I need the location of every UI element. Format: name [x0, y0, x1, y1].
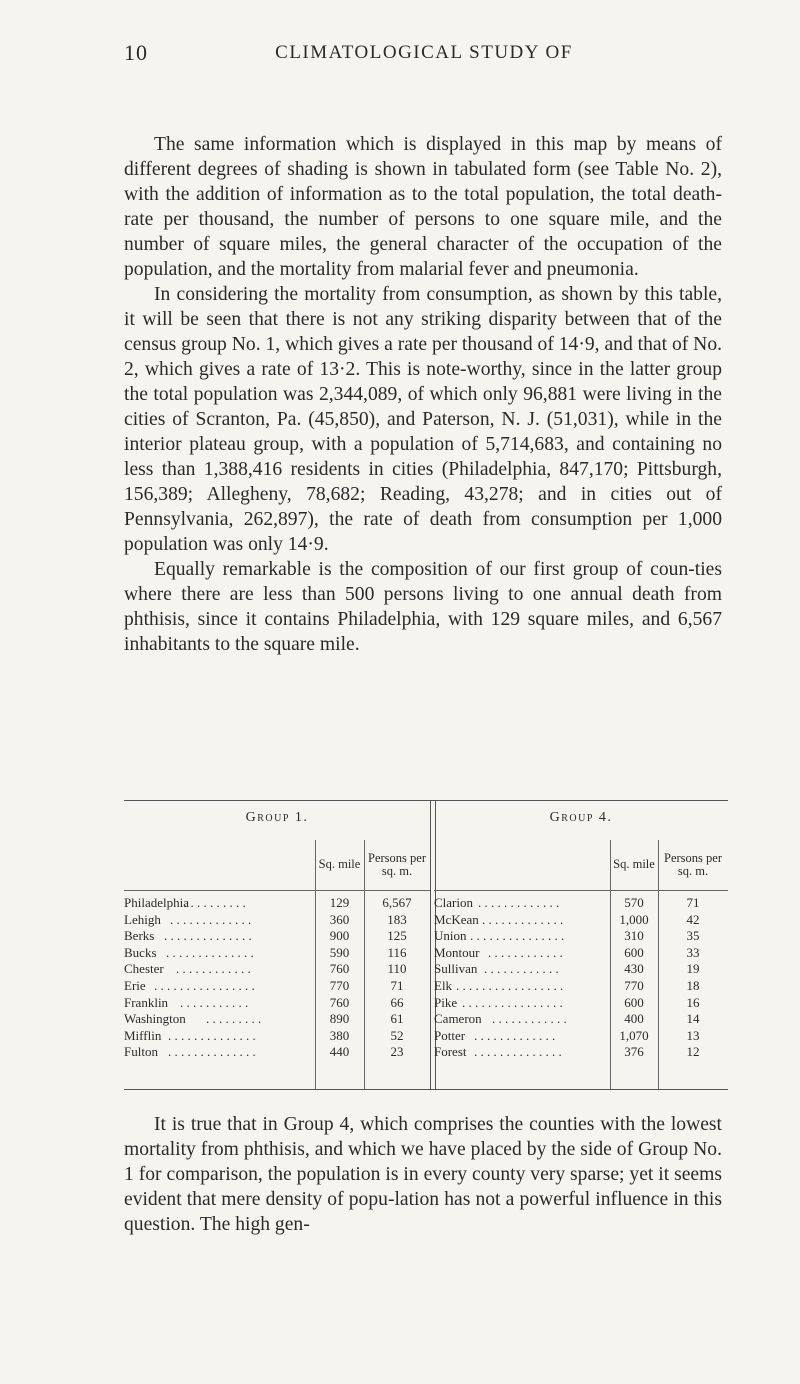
persons-value: 16 [686, 994, 700, 1010]
persons-value: 35 [686, 928, 700, 944]
county-name: Erie [124, 977, 146, 993]
column-header-sq-mile: Sq. mile [318, 857, 361, 871]
sq-mile-value: 1,070 [619, 1027, 649, 1043]
table-row [124, 1011, 430, 1028]
persons-value: 18 [686, 977, 700, 993]
sq-mile-value: 590 [329, 944, 350, 960]
table-row [434, 995, 728, 1012]
county-name: Pike [434, 994, 458, 1010]
persons-value: 125 [387, 928, 407, 944]
paragraph: It is true that in Group 4, which comprises the counties with the lowest mortality from phthisis, and which we have placed by the side of Group No. 1 for comparison, the population is in every county very sparse; yet it seems evident that mere density of popu-lation has not a powerful influence in this question. The high gen- [124, 1114, 722, 1235]
table-row [434, 928, 728, 945]
leader-dots: . . . . . . . . . . . . . . . . [462, 994, 563, 1010]
sq-mile-value: 400 [624, 1011, 644, 1027]
leader-dots: . . . . . . . . . . . . . . [474, 1044, 562, 1060]
paragraph: The same information which is displayed in this map by means of different degrees of shading is shown in tabulated form (see Table No. 2), with the addition of information as to the total population, the total death-rate per thousand, the number of persons to one square mile, and the number of square miles, the general character of the occupation of the population, and the mortality from malarial fever and pneumonia. [124, 134, 722, 280]
persons-value: 12 [686, 1044, 700, 1060]
column-header-persons: Persons per sq. m. [368, 851, 426, 878]
table-row [124, 1028, 430, 1045]
table-row [124, 978, 430, 995]
leader-dots: . . . . . . . . . . . . . . [166, 944, 254, 960]
sq-mile-value: 310 [624, 928, 644, 944]
county-name: Lehigh [124, 911, 161, 927]
persons-value: 66 [390, 994, 404, 1010]
sq-mile-value: 380 [329, 1027, 350, 1043]
sq-mile-value: 890 [329, 1011, 350, 1027]
persons-value: 42 [686, 911, 700, 927]
sq-mile-value: 1,000 [619, 911, 649, 927]
body-text-top [124, 132, 722, 657]
table-row [434, 945, 728, 962]
table-row [434, 1044, 728, 1061]
county-name: Union [434, 928, 467, 944]
county-name: Cameron [434, 1011, 482, 1027]
sq-mile-value: 430 [624, 961, 644, 977]
sq-mile-value: 570 [624, 895, 644, 910]
leader-dots: . . . . . . . . . . . . . . [168, 1044, 256, 1060]
leader-dots: . . . . . . . . . . [184, 895, 246, 910]
sq-mile-value: 760 [329, 961, 350, 977]
sq-mile-value: 600 [624, 994, 644, 1010]
county-name: Chester [124, 961, 164, 977]
county-name: Potter [434, 1027, 466, 1043]
leader-dots: . . . . . . . . . . . . [492, 1011, 567, 1027]
group-1-table [124, 800, 430, 1090]
county-name: Sullivan [434, 961, 478, 977]
table-row [434, 1028, 728, 1045]
county-name: Philadelphia [124, 895, 189, 910]
sq-mile-value: 900 [329, 928, 350, 944]
column-header-sq-mile: Sq. mile [613, 857, 655, 871]
table-row [434, 978, 728, 995]
persons-value: 52 [390, 1027, 404, 1043]
persons-value: 110 [387, 961, 407, 977]
table-row [434, 895, 728, 912]
density-table [124, 800, 728, 1090]
table-bottom-rule [124, 1089, 728, 1090]
table-row [124, 895, 430, 912]
persons-value: 19 [686, 961, 700, 977]
county-name: Berks [124, 928, 155, 944]
table-row [124, 961, 430, 978]
leader-dots: . . . . . . . . . . . . [488, 944, 563, 960]
group-title: Group 1. [245, 810, 309, 825]
leader-dots: . . . . . . . . . . . . . . . . . [456, 977, 564, 993]
leader-dots: . . . . . . . . . . . . . [478, 895, 560, 910]
leader-dots: . . . . . . . . . . . . . . [164, 928, 252, 944]
leader-dots: . . . . . . . . . . . [180, 994, 249, 1010]
county-name: Mifflin [124, 1027, 162, 1043]
table-row [434, 961, 728, 978]
body-text-bottom [124, 1112, 722, 1237]
county-name: Clarion [434, 895, 473, 910]
leader-dots: . . . . . . . . . [206, 1011, 262, 1027]
leader-dots: . . . . . . . . . . . . . . . . [154, 977, 255, 993]
persons-value: 61 [390, 1011, 404, 1027]
county-name: Bucks [124, 944, 157, 960]
leader-dots: . . . . . . . . . . . . . [482, 911, 564, 927]
leader-dots: . . . . . . . . . . . . . [474, 1027, 556, 1043]
sq-mile-value: 360 [329, 911, 350, 927]
county-name: Montour [434, 944, 480, 960]
header-rule [434, 890, 728, 891]
persons-value: 71 [390, 977, 404, 993]
persons-value: 183 [387, 911, 407, 927]
page-header [124, 40, 724, 70]
sq-mile-value: 376 [624, 1044, 644, 1060]
persons-value: 6,567 [382, 895, 412, 910]
group-4-table [434, 800, 728, 1090]
county-name: Elk [434, 977, 453, 993]
group-1-rows [124, 895, 430, 1061]
persons-value: 116 [387, 944, 407, 960]
table-row [124, 912, 430, 929]
county-name: Franklin [124, 994, 169, 1010]
page-number: 10 [124, 40, 148, 65]
group-title: Group 4. [549, 810, 613, 825]
persons-value: 14 [686, 1011, 700, 1027]
county-name: McKean [434, 911, 479, 927]
county-name: Washington [124, 1011, 186, 1027]
paragraph: Equally remarkable is the composition of our first group of coun-ties where there are less than 500 persons living to one annual death from phthisis, since it contains Philadelphia, with 129 square miles, and 6,567 inhabitants to the square mile. [124, 559, 722, 655]
table-row [124, 1044, 430, 1061]
persons-value: 23 [390, 1044, 404, 1060]
county-name: Fulton [124, 1044, 158, 1060]
running-title: CLIMATOLOGICAL STUDY OF [275, 42, 573, 63]
column-header-persons: Persons per sq. m. [664, 851, 722, 878]
leader-dots: . . . . . . . . . . . . . [170, 911, 252, 927]
persons-value: 71 [686, 895, 700, 910]
group-4-rows [434, 895, 728, 1061]
leader-dots: . . . . . . . . . . . . [176, 961, 251, 977]
sq-mile-value: 129 [329, 895, 350, 910]
sq-mile-value: 770 [624, 977, 644, 993]
leader-dots: . . . . . . . . . . . . . . [168, 1027, 256, 1043]
leader-dots: . . . . . . . . . . . . [484, 961, 559, 977]
table-row [124, 928, 430, 945]
table-row [124, 995, 430, 1012]
table-row [434, 912, 728, 929]
sq-mile-value: 760 [329, 994, 350, 1010]
leader-dots: . . . . . . . . . . . . . . . [470, 928, 565, 944]
paragraph: In considering the mortality from consumption, as shown by this table, it will be seen that there is not any striking disparity between that of the census group No. 1, which gives a rate per thousand of 14·9, and that of No. 2, which gives a rate of 13·2. This is note-worthy, since in the latter group the total population was 2,344,089, of which only 96,881 were living in the cities of Scranton, Pa. (45,850), and Paterson, N. J. (51,031), while in the interior plateau group, with a population of 5,714,683, and containing no less than 1,388,416 residents in cities (Philadelphia, 847,170; Pittsburgh, 156,389; Allegheny, 78,682; Reading, 43,278; and in cities out of Pennsylvania, 262,897), the rate of death from consumption per 1,000 population was only 14·9. [124, 284, 723, 555]
table-row [124, 945, 430, 962]
table-row [434, 1011, 728, 1028]
sq-mile-value: 770 [329, 977, 350, 993]
persons-value: 13 [686, 1027, 700, 1043]
sq-mile-value: 440 [329, 1044, 350, 1060]
header-rule [124, 890, 430, 891]
sq-mile-value: 600 [624, 944, 644, 960]
county-name: Forest [434, 1044, 467, 1060]
persons-value: 33 [686, 944, 700, 960]
